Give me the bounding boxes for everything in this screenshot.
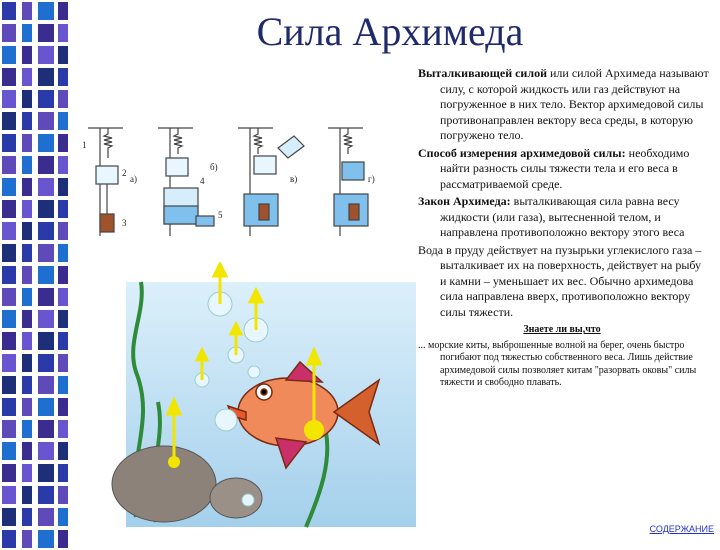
strip-block — [58, 310, 68, 328]
strip-row — [0, 352, 72, 374]
strip-block — [22, 530, 32, 548]
strip-block — [38, 530, 54, 548]
strip-row — [0, 330, 72, 352]
strip-block — [2, 222, 16, 240]
strip-block — [58, 156, 68, 174]
strip-block — [38, 68, 54, 86]
strip-block — [38, 354, 54, 372]
strip-block — [2, 332, 16, 350]
strip-block — [58, 222, 68, 240]
strip-block — [2, 244, 16, 262]
strip-block — [58, 266, 68, 284]
strip-row — [0, 132, 72, 154]
strip-block — [38, 332, 54, 350]
strip-block — [22, 68, 32, 86]
strip-block — [58, 486, 68, 504]
strip-block — [22, 464, 32, 482]
paragraph-definition — [414, 66, 710, 144]
strip-block — [58, 90, 68, 108]
label-g: г) — [368, 174, 375, 184]
text-column — [414, 66, 710, 392]
spring-scale-experiment-diagram — [78, 118, 378, 238]
strip-block — [2, 266, 16, 284]
strip-block — [2, 134, 16, 152]
strip-block — [2, 464, 16, 482]
did-you-know-title: Знаете ли вы,что — [523, 324, 601, 335]
strip-row — [0, 528, 72, 550]
strip-block — [38, 2, 54, 20]
strip-block — [38, 200, 54, 218]
strip-block — [58, 24, 68, 42]
strip-block — [58, 178, 68, 196]
strip-block — [58, 134, 68, 152]
law-text: выталкивающая сила равна весу жидкости (или газа), вытесненной телом, и направлена противоположно вектору этого веса — [440, 194, 685, 239]
strip-block — [58, 398, 68, 416]
strip-block — [2, 24, 16, 42]
strip-block — [38, 112, 54, 130]
strip-block — [22, 112, 32, 130]
strip-row — [0, 264, 72, 286]
strip-row — [0, 418, 72, 440]
strip-block — [22, 398, 32, 416]
strip-block — [22, 508, 32, 526]
strip-block — [2, 178, 16, 196]
label-5: 5 — [218, 210, 223, 220]
strip-block — [38, 398, 54, 416]
strip-block — [38, 442, 54, 460]
label-v: в) — [290, 174, 298, 184]
strip-block — [58, 288, 68, 306]
strip-block — [38, 178, 54, 196]
strip-block — [22, 2, 32, 20]
strip-block — [58, 332, 68, 350]
strip-row — [0, 154, 72, 176]
contents-link[interactable]: СОДЕРЖАНИЕ — [649, 524, 714, 534]
strip-block — [58, 508, 68, 526]
strip-row — [0, 396, 72, 418]
strip-block — [58, 46, 68, 64]
law-bold: Закон Архимеда: — [418, 194, 511, 208]
strip-block — [2, 112, 16, 130]
definition-text: или силой Архимеда называют силу, с которой жидкость или газ действуют на погруженное в них тело. Вектор архимедовой силы противонаправлен вектору веса среды, в которую погружено тело. — [440, 66, 709, 142]
strip-block — [58, 464, 68, 482]
strip-block — [22, 244, 32, 262]
strip-block — [22, 332, 32, 350]
strip-row — [0, 0, 72, 22]
strip-block — [22, 24, 32, 42]
paragraph-law — [414, 194, 710, 241]
strip-block — [38, 508, 54, 526]
did-you-know-text: ... морские киты, выброшенные волной на берег, очень быстро погибают под тяжестью собственного веса. Лишь действие архимедовой силы позволяет китам "разорвать оковы" силы тяжести и свободно плавать. — [418, 339, 697, 388]
strip-block — [58, 244, 68, 262]
strip-block — [2, 90, 16, 108]
strip-block — [38, 420, 54, 438]
strip-block — [22, 310, 32, 328]
strip-block — [2, 442, 16, 460]
strip-block — [58, 442, 68, 460]
strip-block — [22, 266, 32, 284]
definition-bold: Выталкивающей силой — [418, 66, 547, 80]
strip-block — [22, 46, 32, 64]
strip-block — [22, 288, 32, 306]
strip-block — [22, 90, 32, 108]
strip-block — [22, 156, 32, 174]
strip-row — [0, 66, 72, 88]
strip-block — [22, 420, 32, 438]
strip-block — [22, 134, 32, 152]
strip-block — [38, 24, 54, 42]
strip-row — [0, 110, 72, 132]
strip-block — [2, 310, 16, 328]
strip-block — [38, 310, 54, 328]
strip-block — [22, 354, 32, 372]
label-1: 1 — [82, 140, 87, 150]
measurement-text: необходимо найти разность силы тяжести тела и его веса в рассматриваемой среде. — [440, 145, 690, 191]
strip-block — [2, 68, 16, 86]
strip-block — [58, 530, 68, 548]
strip-block — [2, 508, 16, 526]
strip-row — [0, 220, 72, 242]
strip-block — [38, 156, 54, 174]
strip-block — [38, 376, 54, 394]
strip-block — [38, 46, 54, 64]
strip-block — [38, 486, 54, 504]
strip-block — [2, 200, 16, 218]
strip-block — [58, 354, 68, 372]
strip-block — [58, 420, 68, 438]
strip-row — [0, 484, 72, 506]
strip-block — [58, 68, 68, 86]
strip-block — [22, 486, 32, 504]
strip-block — [2, 486, 16, 504]
label-4: 4 — [200, 176, 205, 186]
strip-block — [22, 178, 32, 196]
label-a: а) — [130, 174, 137, 184]
page-title: Сила Архимеда — [256, 9, 524, 54]
strip-row — [0, 462, 72, 484]
label-b: б) — [210, 162, 218, 172]
strip-block — [22, 442, 32, 460]
strip-row — [0, 44, 72, 66]
strip-block — [38, 244, 54, 262]
strip-row — [0, 242, 72, 264]
strip-block — [2, 2, 16, 20]
strip-block — [58, 376, 68, 394]
strip-block — [2, 46, 16, 64]
paragraph-pond: Вода в пруду действует на пузырьки углекислого газа – выталкивает их на поверхность, действует на рыбу и камни – уменьшает их вес. Обычно архимедова сила направлена вверх, противоположно вектору силы тяжести. — [418, 242, 702, 319]
strip-block — [38, 134, 54, 152]
strip-block — [38, 222, 54, 240]
strip-block — [22, 222, 32, 240]
strip-block — [2, 530, 16, 548]
strip-row — [0, 506, 72, 528]
strip-block — [2, 156, 16, 174]
strip-block — [38, 90, 54, 108]
strip-block — [22, 376, 32, 394]
strip-block — [2, 354, 16, 372]
strip-block — [58, 2, 68, 20]
strip-block — [2, 288, 16, 306]
strip-block — [22, 200, 32, 218]
strip-block — [38, 464, 54, 482]
measurement-bold: Способ измерения архимедовой силы: — [418, 145, 626, 160]
label-2: 2 — [122, 168, 127, 178]
strip-row — [0, 374, 72, 396]
label-3: 3 — [122, 218, 127, 228]
strip-row — [0, 286, 72, 308]
strip-block — [2, 398, 16, 416]
strip-block — [58, 112, 68, 130]
strip-block — [38, 288, 54, 306]
strip-block — [38, 266, 54, 284]
strip-row — [0, 308, 72, 330]
strip-row — [0, 88, 72, 110]
strip-row — [0, 22, 72, 44]
decorative-left-strip — [0, 0, 72, 540]
strip-row — [0, 198, 72, 220]
underwater-scene-illustration — [86, 262, 416, 534]
strip-block — [2, 376, 16, 394]
paragraph-measurement — [414, 146, 710, 193]
strip-block — [2, 420, 16, 438]
strip-block — [58, 200, 68, 218]
strip-row — [0, 176, 72, 198]
strip-row — [0, 440, 72, 462]
